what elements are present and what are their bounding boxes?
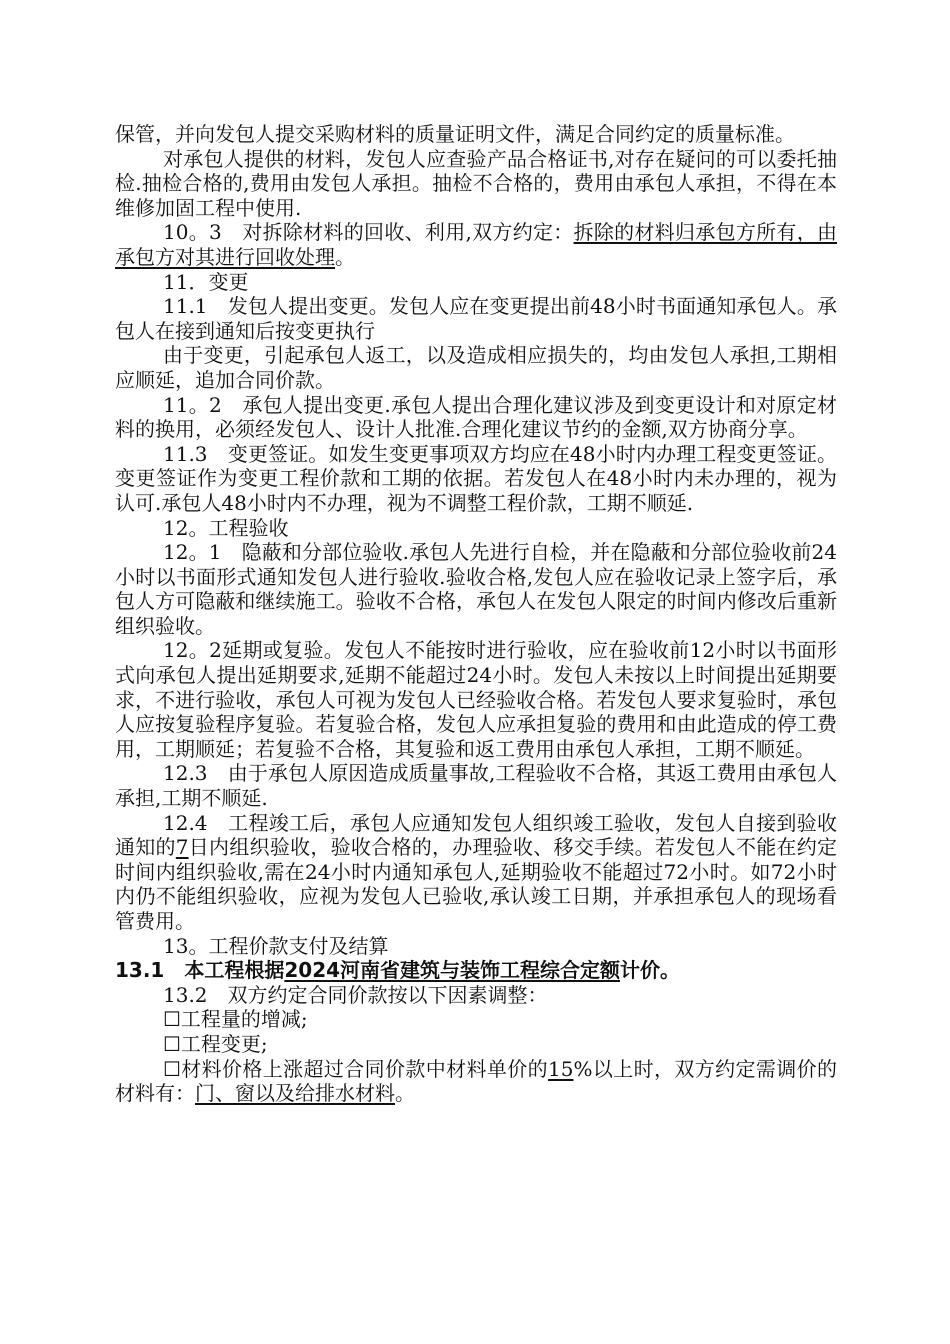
text-run: 由于变更，引起承包人返工，以及造成相应损失的，均由发包人承担,工期相应顺延，追加合同价款。: [115, 343, 837, 392]
text-run: ☐工程变更;: [163, 1031, 268, 1056]
underlined-text: 2024河南省建筑与装饰工程综合定额: [284, 958, 621, 983]
paragraph: [115, 147, 837, 221]
text-run: 11。2 承包人提出变更.承包人提出合理化建议涉及到变更设计和对原定材料的换用，必须经发包人、设计人批准.合理化建议节约的金额,双方协商分享。: [115, 392, 837, 442]
paragraph: [115, 516, 837, 541]
text-run: 13.1 本工程根据: [115, 958, 285, 983]
text-run: 11.3 变更签证。如发生变更事项双方均应在48小时内办理工程变更签证。变更签证作为变更工程价款和工期的依据。若发包人在48小时内未办理的，视为认可.承包人48小时内不办理，视为不调整工程价款，工期不顺延.: [115, 441, 837, 515]
text-run: 对承包人提供的材料，发包人应查验产品合格证书,对存在疑问的可以委托抽检.抽检合格的,费用由发包人承担。抽检不合格的，费用由承包人承担，不得在本维修加固工程中使用.: [115, 146, 837, 220]
underlined-text: 门、窗以及给排水材料: [195, 1081, 395, 1106]
text-run: 11.1 发包人提出变更。发包人应在变更提出前48小时书面通知承包人。承包人在接到通知后按变更执行: [115, 294, 837, 343]
text-run: %以上时，双方约定需调价的材料有：: [115, 1056, 837, 1106]
document-page: [115, 122, 837, 1106]
paragraph: [115, 393, 837, 442]
paragraph: [115, 934, 837, 959]
paragraph: [115, 294, 837, 343]
text-run: 保管，并向发包人提交采购材料的质量证明文件，满足合同约定的质量标准。: [115, 122, 795, 146]
text-run: 12。1 隐蔽和分部位验收.承包人先进行自检，并在隐蔽和分部位验收前24小时以书面形式通知发包人进行验收.验收合格,发包人应在验收记录上签字后，承包人方可隐蔽和继续施工。验收不合格，承包人在发包人限定的时间内修改后重新组织验收。: [115, 540, 837, 638]
paragraph: [115, 270, 837, 295]
underlined-text: 7: [175, 835, 189, 860]
paragraph: [115, 442, 837, 516]
text-run: ☐工程量的增减;: [163, 1007, 308, 1032]
paragraph: [115, 958, 837, 983]
text-run: 12。工程验收: [163, 515, 289, 540]
paragraph: [115, 343, 837, 392]
text-run: 13。工程价款支付及结算: [163, 933, 389, 958]
text-run: 日内组织验收，验收合格的，办理验收、移交手续。若发包人不能在约定时间内组织验收,需在24小时内通知承包人,延期验收不能超过72小时。如72小时内仍不能组织验收，应视为发包人已验收,承认竣工日期，并承担承包人的现场看管费用。: [115, 835, 838, 933]
paragraph: [115, 540, 837, 638]
text-run: 12。2延期或复验。发包人不能按时进行验收，应在验收前12小时以书面形式向承包人提出延期要求,延期不能超过24小时。发包人未按以上时间提出延期要求，不进行验收，承包人可视为发包人已经验收合格。若发包人要求复验时，承包人应按复验程序复验。若复验合格，发包人应承担复验的费用和由此造成的停工费用，工期顺延；若复验不合格，其复验和返工费用由承包人承担，工期不顺延。: [115, 638, 837, 761]
text-run: 13.2 双方约定合同价款按以下因素调整：: [163, 982, 548, 1007]
paragraph: [115, 638, 837, 761]
paragraph: [115, 122, 837, 147]
text-run: 11．变更: [163, 269, 249, 294]
paragraph: [115, 811, 837, 934]
paragraph: [115, 220, 837, 269]
underlined-text: 15: [548, 1056, 574, 1081]
text-run: 。: [395, 1081, 415, 1106]
paragraph: [115, 983, 837, 1008]
text-run: 12.3 由于承包人原因造成质量事故,工程验收不合格，其返工费用由承包人承担,工期不顺延.: [115, 761, 837, 811]
text-run: 10。3 对拆除材料的回收、利用,双方约定：: [163, 220, 574, 245]
paragraph: [115, 761, 837, 810]
text-run: 12.4 工程竣工后，承包人应通知发包人组织竣工验收，发包人自接到验收通知的: [115, 810, 837, 860]
text-run: 。: [335, 244, 355, 269]
underlined-text: 拆除的材料归承包方所有，由承包方对其进行回收处理: [115, 220, 838, 269]
text-run: ☐材料价格上涨超过合同价款中材料单价的: [163, 1056, 549, 1081]
text-run: 计价。: [620, 958, 681, 983]
paragraph: [115, 1057, 837, 1106]
paragraph: [115, 1007, 837, 1032]
paragraph: [115, 1032, 837, 1057]
